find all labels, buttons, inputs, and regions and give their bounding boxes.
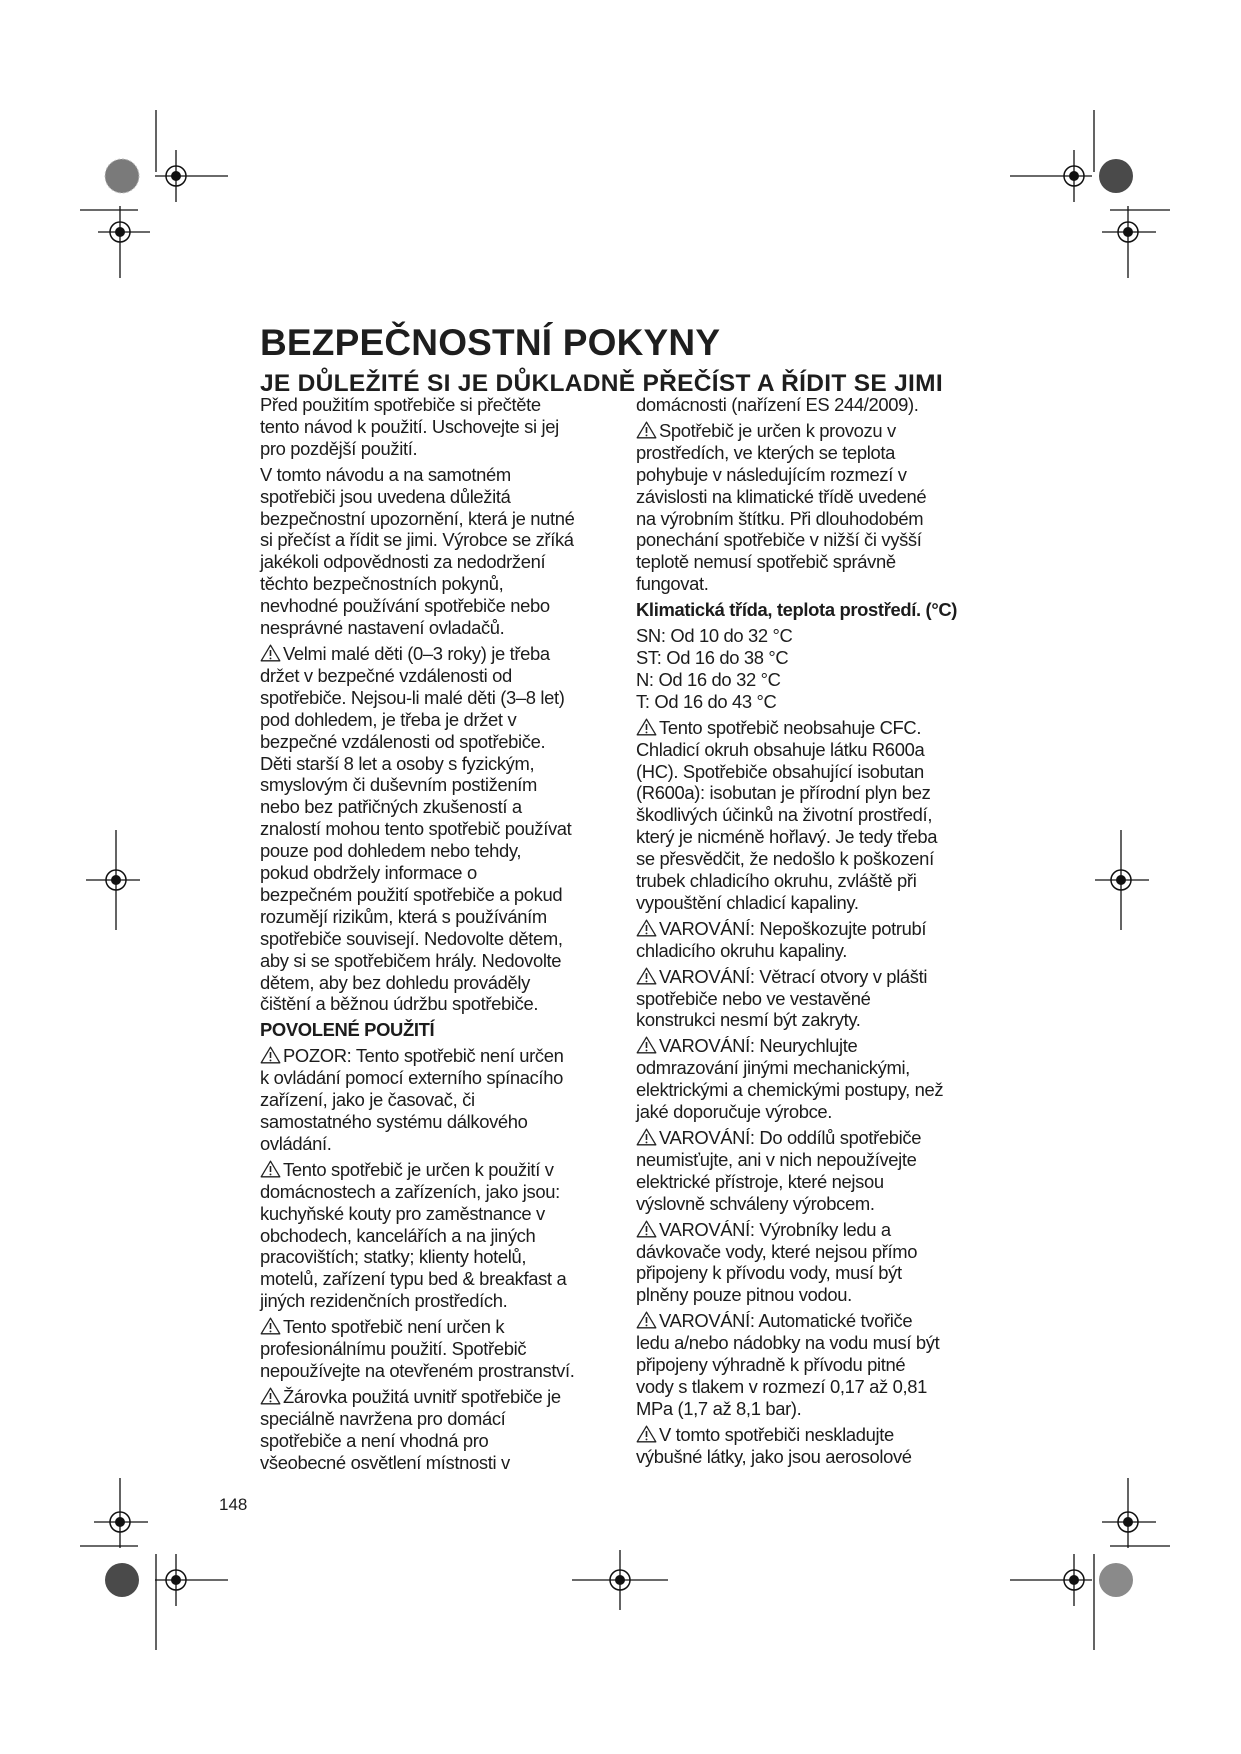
text-line-content: plněny pouze pitnou vodou. <box>636 1284 852 1306</box>
text-line-content: profesionálnímu použití. Spotřebič <box>260 1338 527 1360</box>
text-line <box>260 1181 622 1203</box>
warning-triangle-icon <box>636 421 657 439</box>
text-line <box>636 1446 998 1468</box>
text-line <box>636 1424 998 1446</box>
regulation-line <box>636 394 998 416</box>
warning-triangle-icon <box>260 1046 281 1064</box>
left-column <box>260 394 622 1478</box>
text-line-content: T: Od 16 do 43 °C <box>636 690 777 712</box>
text-line <box>260 818 622 840</box>
text-line-content: dávkovače vody, které nejsou přímo <box>636 1240 918 1262</box>
text-line <box>260 1045 622 1067</box>
text-line-content: závislosti na klimatické třídě uvedené <box>636 485 927 507</box>
text-line-content: aby si se spotřebičem hrály. Nedovolte <box>260 949 562 971</box>
text-line-content: připojeny k přívodu vody, musí být <box>636 1262 902 1284</box>
text-line <box>636 1101 998 1123</box>
text-line <box>636 988 998 1010</box>
text-line-content: čištění a běžnou údržbu spotřebiče. <box>260 993 539 1015</box>
text-line <box>260 416 622 438</box>
text-line-content: Děti starší 8 let a osoby s fyzickým, <box>260 752 535 774</box>
text-line-content: jiných rezidenčních prostředích. <box>260 1290 508 1312</box>
text-line-content: Velmi malé děti (0–3 roky) je třeba <box>283 642 550 664</box>
text-line-content: těchto bezpečnostních pokynů, <box>260 573 504 595</box>
text-line-content: pokud obdržely informace o <box>260 862 477 884</box>
text-line-content: ponechání spotřebiče v nižší či vyšší <box>636 529 922 551</box>
warning-triangle-icon <box>636 1311 657 1329</box>
text-line <box>636 1284 998 1306</box>
text-line <box>260 972 622 994</box>
text-line <box>636 761 998 783</box>
text-line-content: POZOR: Tento spotřebič není určen <box>283 1045 564 1067</box>
text-line <box>636 782 998 804</box>
text-line-content: domácnostech a zařízeních, jako jsou: <box>260 1180 560 1202</box>
crop-mark-bottom-center <box>570 1550 670 1620</box>
text-line-content: bezpečnostní upozornění, která je nutné <box>260 507 575 529</box>
text-line-content: spotřebiče nebo ve vestavěné <box>636 987 871 1009</box>
text-line <box>636 1376 998 1398</box>
bulb-paragraph <box>260 1386 622 1474</box>
text-line <box>636 486 998 508</box>
text-line <box>260 508 622 530</box>
text-line-content: odmrazování jinými mechanickými, <box>636 1057 910 1079</box>
text-line <box>260 884 622 906</box>
section-heading-permitted-use: POVOLENÉ POUŽITÍ <box>260 1019 435 1041</box>
crop-mark-bottom-right <box>1010 1470 1180 1650</box>
text-line <box>636 647 998 669</box>
children-warning-paragraph <box>260 643 622 1015</box>
text-line-content: Žárovka použitá uvnitř spotřebiče je <box>283 1385 561 1407</box>
text-line-content: SN: Od 10 do 32 °C <box>636 625 793 647</box>
warning-triangle-icon <box>636 1128 657 1146</box>
warning-vents-paragraph <box>636 966 998 1032</box>
text-line <box>260 1430 622 1452</box>
text-line <box>636 529 998 551</box>
warning-triangle-icon <box>636 1425 657 1443</box>
text-line-content: tento návod k použití. Uschovejte si jej <box>260 415 559 437</box>
text-line-content: ledu a/nebo nádobky na vodu musí být <box>636 1332 940 1354</box>
text-line-content: nepoužívejte na otevřeném prostranství. <box>260 1359 575 1381</box>
text-line <box>636 1149 998 1171</box>
text-line-content: smyslovým či duševním postižením <box>260 774 537 796</box>
text-line-content: nesprávné nastavení ovladačů. <box>260 617 505 639</box>
text-line-content: (R600a): isobutan je přírodní plyn bez <box>636 782 931 804</box>
text-line-content: držet v bezpečné vzdálenosti od <box>260 664 512 686</box>
text-line-content: bezpečné vzdálenosti od spotřebiče. <box>260 730 546 752</box>
page-number: 148 <box>219 1495 248 1514</box>
text-line <box>260 1225 622 1247</box>
text-line <box>260 529 622 551</box>
text-line <box>260 1408 622 1430</box>
text-line <box>260 464 622 486</box>
warning-triangle-icon <box>260 1317 281 1335</box>
text-line <box>260 1268 622 1290</box>
text-line <box>260 1360 622 1382</box>
text-line-content: Tento spotřebič neobsahuje CFC. <box>659 716 922 738</box>
text-line <box>636 826 998 848</box>
text-line <box>636 870 998 892</box>
text-line-content: fungovat. <box>636 573 709 595</box>
text-line-content: na výrobním štítku. Při dlouhodobém <box>636 507 924 529</box>
text-line <box>636 1332 998 1354</box>
text-line-content: VAROVÁNÍ: Výrobníky ledu a <box>659 1218 891 1240</box>
text-line-content: bezpečném použití spotřebiče a pokud <box>260 883 563 905</box>
text-line-content: konstrukci nesmí být zakryty. <box>636 1009 861 1031</box>
text-line <box>636 1241 998 1263</box>
text-line-content: neumisťujte, ani v nich nepoužívejte <box>636 1148 917 1170</box>
text-line <box>636 1262 998 1284</box>
not-professional-paragraph <box>260 1316 622 1382</box>
text-line <box>636 1398 998 1420</box>
intro-paragraph <box>260 394 622 460</box>
text-line <box>636 464 998 486</box>
text-line <box>260 1111 622 1133</box>
text-line-content: jaké doporučuje výrobce. <box>636 1101 833 1123</box>
text-line-content: motelů, zařízení typu bed & breakfast a <box>260 1268 567 1290</box>
text-line-content: VAROVÁNÍ: Neurychlujte <box>659 1035 858 1057</box>
household-use-paragraph <box>260 1159 622 1312</box>
warning-triangle-icon <box>260 644 281 662</box>
text-line <box>636 1354 998 1376</box>
text-line <box>260 840 622 862</box>
page-subtitle: JE DŮLEŽITÉ SI JE DŮKLADNĚ PŘEČÍST A ŘÍDIT SE JIMI <box>260 370 943 397</box>
warning-triangle-icon <box>636 967 657 985</box>
text-line <box>636 691 998 713</box>
text-line-content: Chladicí okruh obsahuje látku R600a <box>636 738 925 760</box>
text-line <box>636 551 998 573</box>
text-line-content: chladicího okruhu kapaliny. <box>636 939 848 961</box>
text-line-content: rozumějí rizikům, která s používáním <box>260 905 547 927</box>
text-line-content: znalostí mohou tento spotřebič používat <box>260 818 572 840</box>
text-line <box>260 1386 622 1408</box>
text-line <box>260 774 622 796</box>
text-line-content: dětem, aby bez dohledu prováděly <box>260 971 530 993</box>
text-line <box>260 753 622 775</box>
text-line <box>260 438 622 460</box>
text-line <box>636 940 998 962</box>
text-line <box>260 950 622 972</box>
text-line-content: připojeny výhradně k přívodu pitné <box>636 1354 906 1376</box>
crop-mark-mid-right <box>1085 830 1165 930</box>
text-line-content: Tento spotřebič je určen k použití v <box>283 1158 554 1180</box>
text-line-content: pouze pod dohledem nebo tehdy, <box>260 840 522 862</box>
text-line <box>260 1089 622 1111</box>
caution-external-switch-paragraph <box>260 1045 622 1155</box>
text-line <box>260 993 622 1015</box>
text-line <box>636 1009 998 1031</box>
text-line-content: spotřebiče a není vhodná pro <box>260 1429 489 1451</box>
text-line <box>636 442 998 464</box>
text-line-content: si přečíst a řídit se jimi. Výrobce se zříká <box>260 529 574 551</box>
text-line-content: kuchyňské kouty pro zaměstnance v <box>260 1202 545 1224</box>
text-line-content: domácnosti (nařízení ES 244/2009). <box>636 394 919 415</box>
text-line <box>260 617 622 639</box>
text-line <box>636 1310 998 1332</box>
text-line-content: ST: Od 16 do 38 °C <box>636 646 789 668</box>
warning-electrical-paragraph <box>636 1127 998 1215</box>
text-line-content: zařízení, jako je časovač, či <box>260 1089 475 1111</box>
text-line-content: nebo bez patřičných zkušeností a <box>260 796 522 818</box>
text-line <box>260 1159 622 1181</box>
text-line-content: VAROVÁNÍ: Do oddílů spotřebiče <box>659 1127 922 1148</box>
text-line <box>636 717 998 739</box>
text-line <box>636 420 998 442</box>
text-line <box>260 928 622 950</box>
warning-triangle-icon <box>636 1036 657 1054</box>
text-line-content: jakékoli odpovědnosti za nedodržení <box>260 551 546 573</box>
text-line-content: nevhodné používání spotřebiče nebo <box>260 595 550 617</box>
text-line <box>260 643 622 665</box>
text-line <box>636 1079 998 1101</box>
page-title: BEZPEČNOSTNÍ POKYNY <box>260 322 721 363</box>
text-line <box>260 595 622 617</box>
text-line-content: MPa (1,7 až 8,1 bar). <box>636 1397 802 1419</box>
text-line-content: V tomto spotřebiči neskladujte <box>659 1423 894 1445</box>
text-line-content: (HC). Spotřebiče obsahující isobutan <box>636 760 924 782</box>
text-line <box>636 1171 998 1193</box>
cfc-paragraph <box>636 717 998 914</box>
text-line <box>260 665 622 687</box>
text-line <box>260 1133 622 1155</box>
text-line <box>260 1203 622 1225</box>
text-line <box>260 1290 622 1312</box>
text-line <box>260 486 622 508</box>
text-line <box>636 1127 998 1149</box>
warning-triangle-icon <box>636 919 657 937</box>
text-line-content: VAROVÁNÍ: Automatické tvořiče <box>659 1310 913 1332</box>
text-line-content: pod dohledem, je třeba je držet v <box>260 708 517 730</box>
text-line <box>260 709 622 731</box>
responsibility-paragraph <box>260 464 622 639</box>
text-line-content: výslovně schváleny výrobcem. <box>636 1192 875 1214</box>
text-line-content: se přesvědčit, že nedošlo k poškození <box>636 848 934 870</box>
text-line <box>636 508 998 530</box>
warning-ice-makers-paragraph <box>636 1219 998 1307</box>
text-line-content: pro pozdější použití. <box>260 437 418 459</box>
text-line <box>636 1193 998 1215</box>
warning-defrost-paragraph <box>636 1035 998 1123</box>
text-line-content: VAROVÁNÍ: Větrací otvory v plášti <box>659 965 928 987</box>
text-line <box>260 1246 622 1268</box>
crop-mark-top-left <box>80 110 250 290</box>
text-line <box>260 394 622 416</box>
text-line-content: V tomto návodu a na samotném <box>260 463 511 485</box>
text-line <box>260 687 622 709</box>
warning-water-pressure-paragraph <box>636 1310 998 1420</box>
warning-triangle-icon <box>260 1387 281 1405</box>
text-line <box>636 892 998 914</box>
text-line-content: všeobecné osvětlení místnosti v <box>260 1451 510 1473</box>
text-line <box>636 1057 998 1079</box>
text-line <box>260 1338 622 1360</box>
text-line <box>636 739 998 761</box>
text-line-content: vypouštění chladicí kapaliny. <box>636 891 859 913</box>
crop-mark-mid-left <box>80 830 160 930</box>
warning-triangle-icon <box>636 1220 657 1238</box>
text-line-content: samostatného systému dálkového <box>260 1111 528 1132</box>
text-line <box>636 1219 998 1241</box>
text-line <box>636 1035 998 1057</box>
text-line <box>260 1452 622 1474</box>
text-line-content: Tento spotřebič není určen k <box>283 1316 505 1338</box>
text-line-content: škodlivých účinků na životní prostředí, <box>636 804 933 826</box>
text-line-content: Před použitím spotřebiče si přečtěte <box>260 394 541 415</box>
crop-mark-top-right <box>1010 110 1180 290</box>
warning-triangle-icon <box>260 1160 281 1178</box>
text-line-content: N: Od 16 do 32 °C <box>636 668 781 690</box>
text-line <box>636 804 998 826</box>
text-line <box>260 1067 622 1089</box>
text-line <box>260 551 622 573</box>
text-line-content: obchodech, kancelářích a na jiných <box>260 1224 536 1246</box>
warning-triangle-icon <box>636 718 657 736</box>
section-heading-climate-class: Klimatická třída, teplota prostředí. (°C) <box>636 599 958 621</box>
text-line-content: vody s tlakem v rozmezí 0,17 až 0,81 <box>636 1375 927 1397</box>
text-line-content: pohybuje v následujícím rozmezí v <box>636 463 907 485</box>
text-line-content: VAROVÁNÍ: Nepoškozujte potrubí <box>659 917 927 939</box>
text-line-content: Spotřebič je určen k provozu v <box>659 419 896 441</box>
text-line <box>260 862 622 884</box>
text-line <box>636 669 998 691</box>
text-line-content: spotřebiči jsou uvedena důležitá <box>260 485 511 507</box>
explosives-paragraph <box>636 1424 998 1468</box>
right-column <box>636 394 998 1472</box>
text-line-content: ovládání. <box>260 1132 332 1154</box>
text-line-content: speciálně navržena pro domácí <box>260 1407 506 1429</box>
text-line <box>260 1316 622 1338</box>
warning-pipes-paragraph <box>636 918 998 962</box>
text-line <box>636 918 998 940</box>
text-line <box>260 796 622 818</box>
text-line <box>260 573 622 595</box>
text-line-content: spotřebiče. Nejsou-li malé děti (3–8 let) <box>260 686 565 708</box>
text-line-content: k ovládání pomocí externího spínacího <box>260 1067 563 1089</box>
text-line-content: elektrické přístroje, které nejsou <box>636 1170 884 1192</box>
text-line-content: prostředích, ve kterých se teplota <box>636 441 895 463</box>
climate-class-list <box>636 625 998 713</box>
text-line <box>636 625 998 647</box>
text-line <box>636 966 998 988</box>
text-line-content: trubek chladicího okruhu, zvláště při <box>636 870 917 892</box>
text-line <box>636 394 998 416</box>
text-line <box>636 573 998 595</box>
text-line-content: elektrickými a chemickými postupy, než <box>636 1079 944 1101</box>
text-line-content: který je nicméně hořlavý. Je tedy třeba <box>636 826 938 848</box>
climate-range-paragraph <box>636 420 998 595</box>
text-line <box>260 906 622 928</box>
text-line-content: pracovištích; statky; klienty hotelů, <box>260 1246 527 1268</box>
text-line <box>636 848 998 870</box>
text-line-content: výbušné látky, jako jsou aerosolové <box>636 1445 912 1467</box>
text-line-content: teplotě nemusí spotřebič správně <box>636 551 896 573</box>
text-line-content: spotřebiče souvisejí. Nedovolte dětem, <box>260 927 563 949</box>
text-line <box>260 731 622 753</box>
